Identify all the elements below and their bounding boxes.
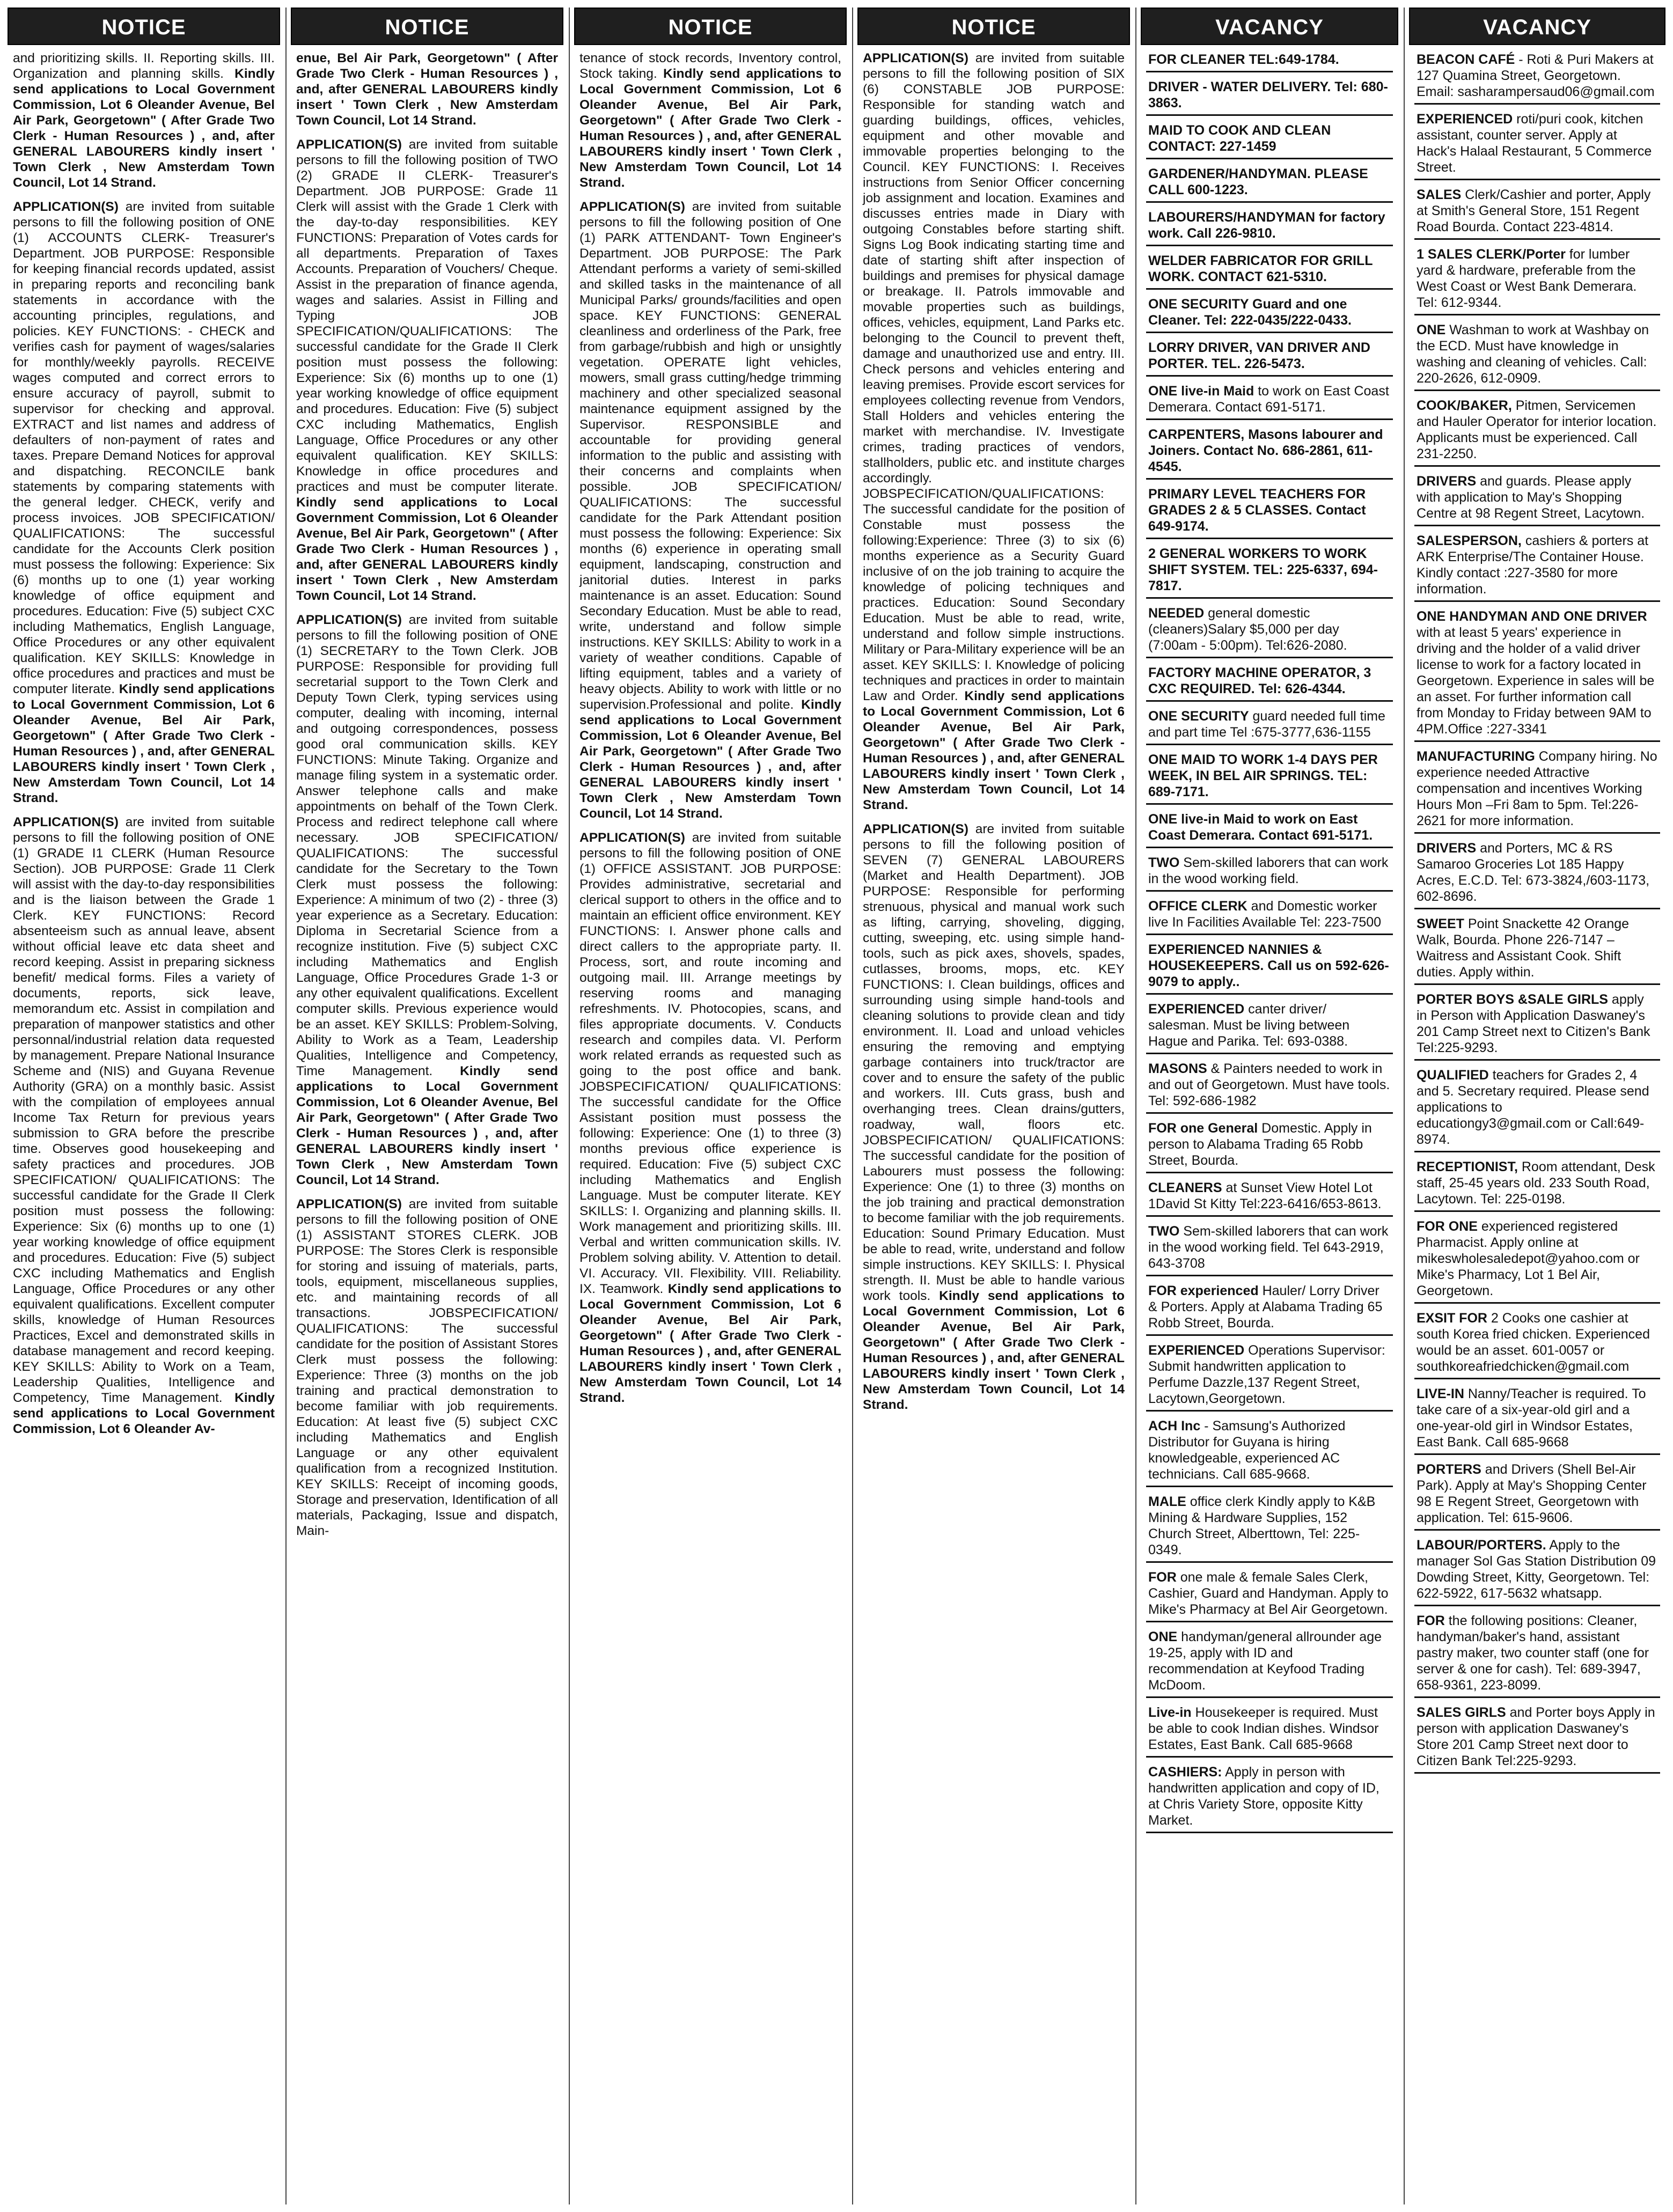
ad-lead: ONE bbox=[1148, 1629, 1178, 1644]
vacancy-ad bbox=[1146, 751, 1393, 805]
ad-lead: RECEPTIONIST, bbox=[1417, 1159, 1518, 1174]
ad-lead: FACTORY MACHINE OPERATOR, 3 CXC REQUIRED. Tel: 626-4344. bbox=[1148, 665, 1371, 696]
ad-lead: NEEDED bbox=[1148, 606, 1205, 621]
vacancy-ad bbox=[1146, 940, 1393, 995]
vacancy-ad bbox=[1414, 1385, 1660, 1455]
vacancy-ad bbox=[1414, 472, 1660, 526]
ad-lead: CASHIERS: bbox=[1148, 1765, 1222, 1780]
ad-lead: EXPERIENCED bbox=[1148, 1343, 1245, 1358]
ad-lead: PORTER BOYS &SALE GIRLS bbox=[1417, 992, 1608, 1007]
vacancy-ad bbox=[1146, 1763, 1393, 1833]
column-body bbox=[291, 45, 563, 1539]
column-body bbox=[857, 45, 1130, 1413]
vacancy-ad bbox=[1146, 1568, 1393, 1622]
ad-lead: MANUFACTURING bbox=[1417, 749, 1535, 764]
ad-lead: LIVE-IN bbox=[1417, 1386, 1464, 1401]
column-header: NOTICE bbox=[291, 8, 563, 45]
vacancy-ad bbox=[1146, 1119, 1393, 1173]
vacancy-ad bbox=[1414, 1217, 1660, 1304]
vacancy-ad bbox=[1414, 532, 1660, 602]
application-instructions: Kindly send applications to Local Government Commission, Lot 6 Oleander Avenue, Bel Air Park, Georgetown" ( After Grade Two Clerk - Human Resources ) , and, after GENERAL LABOURERS kindly insert ' Town Clerk , New Amsterdam Town Council, Lot 14 Strand. bbox=[579, 1282, 841, 1405]
ad-text: cashiers & porters at ARK Enterprise/The Container House. Kindly contact :227-3580 for more information. bbox=[1417, 533, 1649, 597]
ad-text: for lumber yard & hardware, preferable from the West Coast or West Bank Demerara. Tel: 612-9344. bbox=[1417, 247, 1637, 310]
vacancy-ad bbox=[1414, 321, 1660, 391]
ad-text: are invited from suitable persons to fill the following position of TWO (2) GRADE II CLERK- Treasurer's Department. JOB PURPOSE: Grade 11 Clerk will assist with the Grade 1 Clerk with the day-to-day responsibilities. KEY FUNCTIONS: Preparation of Votes cards for all departments. Preparation of Taxes Accounts. Preparation of Vouchers/ Cheque. Assist in the preparation of finance agenda, wages and salaries. Assist in Filling and Typing JOB SPECIFICATION/QUALIFICATIONS: The successful candidate for the Grade II Clerk position must possess the following: Experience: Six (6) months up to one (1) year working knowledge of office equipment and procedures. Education: Five (5) subject CXC including Mathematics, English Language, Office Procedures or any other equivalent qualification. KEY SKILLS: Knowledge in office procedures and practices and must be computer literate. bbox=[296, 137, 558, 494]
vacancy-ad bbox=[1146, 1417, 1393, 1487]
ad-text: handyman/general allrounder age 19-25, apply with ID and recommendation at Keyfood Trading McDoom. bbox=[1148, 1629, 1382, 1693]
ad-lead: ACH Inc bbox=[1148, 1419, 1201, 1434]
vacancy-ad bbox=[1146, 897, 1393, 935]
vacancy-ad bbox=[1146, 485, 1393, 539]
ad-lead: GARDENER/HANDYMAN. PLEASE CALL 600-1223. bbox=[1148, 166, 1368, 197]
ad-lead: APPLICATION(S) bbox=[863, 51, 968, 65]
notice-column-2 bbox=[291, 8, 563, 2204]
ad-text: are invited from suitable persons to fill the following position of ONE (1) ACCOUNTS CLERK- Treasurer's Department. JOB PURPOSE: Responsible for keeping financial records updated, assist in preparing reports and reconciling bank statements in accordance with the accounting principles, regulations, and policies. KEY FUNCTIONS: - CHECK and verifies cash for payment of wages/salaries for monthly/weekly payrolls. RECEIVE wages computed and correct errors to ensure accuracy of payroll, submit to supervisor for checking and approval. EXTRACT and list names and address of defaulters of non-payment of rates and taxes. Prepare Demand Notices for approval and dispatching. RECONCILE bank statements by comparing statements with the general ledger. CHECK, verify and process invoices. JOB SPECIFICATION/ QUALIFICATIONS: The successful candidate for the Accounts Clerk position must possess the following: Experience: Six (6) months up to one (1) year working knowledge of office equipment and procedures. Education: Five (5) subject CXC including Mathematics, English Language, Office Procedures or any other equivalent qualification. KEY SKILLS: Knowledge in office procedures and practices and must be computer literate. bbox=[13, 200, 275, 696]
ad-text: to work on East Coast Demerara. Contact 691-5171. bbox=[1148, 384, 1389, 415]
ad-text: office clerk Kindly apply to K&B Mining & Hardware Supplies, 152 Church Street, Alberttown, Tel: 225-0349. bbox=[1148, 1494, 1376, 1557]
application-instructions: Kindly send applications to Local Government Commission, Lot 6 Oleander Avenue, Bel Air Park, Georgetown" ( After Grade Two Clerk - Human Resources ) , and, after GENERAL LABOURERS kindly insert ' Town Clerk , New Amsterdam Town Council, Lot 14 Strand. bbox=[13, 67, 275, 190]
vacancy-ad bbox=[1146, 78, 1393, 116]
ad-lead: APPLICATION(S) bbox=[579, 200, 685, 214]
vacancy-ad bbox=[1146, 252, 1393, 290]
ad-text: Company hiring. No experience needed Attractive compensation and incentives Working Hours Mon –Fri 8am to 5pm. Tel:226-2621 for more information. bbox=[1417, 749, 1657, 828]
ad-text: roti/puri cook, kitchen assistant, counter server. Apply at Hack's Halaal Restaurant, 5 Commerce Street. bbox=[1417, 112, 1652, 175]
vacancy-ad bbox=[1414, 1460, 1660, 1531]
notice-entry bbox=[579, 50, 841, 190]
notice-entry bbox=[13, 814, 275, 1437]
ad-text: are invited from suitable persons to fill the following position of One (1) PARK ATTENDANT- Town Engineer's Department. JOB PURPOSE: The Park Attendant performs a variety of semi-skilled and skilled tasks in the maintenance of all Municipal Parks/ grounds/facilities and open space. KEY FUNCTIONS: GENERAL cleanliness and orderliness of the Park, free from garbage/rubbish and high or unsightly vegetation. OPERATE light vehicles, mowers, small grass cutting/hedge trimming machinery and other specialized seasonal maintenance equipment assigned by the Supervisor. RESPONSIBLE and accountable for providing general information to the public and assisting with their concerns and complaints when possible. JOB SPECIFICATION/ QUALIFICATIONS: The successful candidate for the Park Attendant position must possess the following: Experience: Six months (6) experience in operating small equipment, landscaping, construction and janitorial duties. Interest in parks maintenance is an asset. Education: Sound Secondary Education. Must be able to read, write, understand and follow simple instructions. KEY SKILLS: Ability to work in a variety of weather conditions. Capable of lifting equipment, tables and a variety of heavy objects. Ability to work with little or no supervision.Professional and polite. bbox=[579, 200, 841, 712]
ad-lead: ONE HANDYMAN AND ONE DRIVER bbox=[1417, 609, 1647, 624]
ad-text: - Roti & Puri Makers at 127 Quamina Street, Georgetown. Email: sasharampersaud06@gmail.com bbox=[1417, 52, 1655, 99]
vacancy-ad bbox=[1146, 208, 1393, 246]
vacancy-ad bbox=[1146, 50, 1393, 72]
ad-lead: SALESPERSON, bbox=[1417, 533, 1522, 548]
vacancy-ad bbox=[1146, 707, 1393, 745]
ad-text: are invited from suitable persons to fill the following position of SEVEN (7) GENERAL LABOURERS (Market and Health Department). JOB PURPOSE: Responsible for performing strenuous, physical and manual work such as lifting, carrying, shoveling, digging, cutting, sweeping, etc. using simple hand-tools, such as pick axes, shovels, spades, cutlasses, brooms, mops, etc. KEY FUNCTIONS: I. Clean buildings, offices and surrounding using simple hand-tools and cleaning solutions to provide clean and tidy environment. II. Load and unload vehicles ensuring the removing and emptying garbage containers into truck/tractor are cover and to ensure the safety of the public and workers. III. Cuts grass, bush and overhanging trees. Clean drains/gutters, roadway, wall, floors etc. JOBSPECIFICATION/ QUALIFICATIONS: The successful candidate for the position of Labourers must possess the following: Experience: One (1) to three (3) months on the job training and practical demonstration to become familiar with the job requirements. Education: Sound Primary Education. Must be able to read, write, understand and follow simple instructions. KEY SKILLS: I. Physical strength. II. Must be able to handle various work tools. bbox=[863, 822, 1125, 1303]
ad-lead: ONE live-in Maid to work on East Coast Demerara. Contact 691-5171. bbox=[1148, 812, 1373, 843]
ad-text: Housekeeper is required. Must be able to cook Indian dishes. Windsor Estates, East Bank. Call 685-9668 bbox=[1148, 1705, 1379, 1752]
ad-lead: APPLICATION(S) bbox=[296, 137, 402, 152]
ad-text: apply in Person with Application Daswaney's 201 Camp Street next to Citizen's Bank Tel:225-9293. bbox=[1417, 992, 1650, 1055]
ad-lead: ONE SECURITY Guard and one Cleaner. Tel: 222-0435/222-0433. bbox=[1148, 297, 1352, 328]
application-instructions: Kindly send applications to Local Government Commission, Lot 6 Oleander Avenue, Bel Air Park, Georgetown" ( After Grade Two Clerk - Human Resources ) , and, after GENERAL LABOURERS kindly insert ' Town Clerk , New Amsterdam Town Council, Lot 14 Strand. bbox=[296, 495, 558, 603]
ad-lead: DRIVER - WATER DELIVERY. Tel: 680-3863. bbox=[1148, 79, 1388, 111]
ad-lead: ONE MAID TO WORK 1-4 DAYS PER WEEK, IN BEL AIR SPRINGS. TEL: 689-7171. bbox=[1148, 752, 1378, 799]
vacancy-ad bbox=[1414, 396, 1660, 467]
vacancy-ad bbox=[1146, 545, 1393, 599]
ad-lead: CARPENTERS, Masons labourer and Joiners. Contact No. 686-2861, 611-4545. bbox=[1148, 427, 1383, 474]
ad-text: the following positions: Cleaner, handyman/baker's hand, assistant pastry maker, two counter staff (one for server & one for cash). Tel: 689-3947, 658-9361, 223-8099. bbox=[1417, 1613, 1649, 1693]
ad-text: - Samsung's Authorized Distributor for Guyana is hiring knowledgeable, experienced AC technicians. Call 685-9668. bbox=[1148, 1419, 1346, 1482]
vacancy-ad bbox=[1414, 186, 1660, 240]
notice-entry bbox=[13, 50, 275, 190]
ad-lead: OFFICE CLERK bbox=[1148, 899, 1248, 914]
notice-column-4 bbox=[857, 8, 1130, 2204]
ad-lead: PRIMARY LEVEL TEACHERS FOR GRADES 2 & 5 CLASSES. Contact 649-9174. bbox=[1148, 487, 1366, 534]
vacancy-ad bbox=[1146, 1000, 1393, 1054]
ad-lead: DRIVERS bbox=[1417, 841, 1477, 856]
column-body bbox=[574, 45, 847, 1406]
ad-text: experienced registered Pharmacist. Apply online at mikeswholesaledepot@yahoo.com or Mike's Pharmacy, Lot 1 Bel Air, Georgetown. bbox=[1417, 1219, 1640, 1298]
ad-lead: TWO bbox=[1148, 1224, 1180, 1239]
ad-text: are invited from suitable persons to fill the following position of ONE (1) OFFICE ASSISTANT. JOB PURPOSE: Provides administrative, secretarial and clerical support to others in the office and to maintain an efficient office environment. KEY FUNCTIONS: I. Answer phone calls and direct callers to the appropriate party. II. Process, sort, and route incoming and outgoing mail. III. Arrange meetings by reserving rooms and managing refreshments. IV. Photocopies, scans, and files appropriate documents. V. Conducts research and compiles data. VI. Perform work related errands as requested such as going to the post office and bank. JOBSPECIFICATION/ QUALIFICATIONS: The successful candidate for the Office Assistant position must possess the following: Experience: One (1) to three (3) months previous office experience is required. Education: Five (5) subject CXC including Mathematics and English Language. Must be computer literate. KEY SKILLS: I. Organizing and planning skills. II. Work management and prioritizing skills. III. Verbal and written communication skills. IV. Problem solving ability. V. Attention to detail. VI. Accuracy. VII. Flexibility. VIII. Reliability. IX. Teamwork. bbox=[579, 831, 841, 1296]
ad-text: Domestic. Apply in person to Alabama Trading 65 Robb Street, Bourda. bbox=[1148, 1121, 1372, 1168]
ad-lead: QUALIFIED bbox=[1417, 1068, 1489, 1083]
application-instructions: Kindly send applications to Local Government Commission, Lot 6 Oleander Av- bbox=[13, 1391, 275, 1436]
column-body bbox=[1409, 45, 1665, 1774]
ad-lead: CLEANERS bbox=[1148, 1180, 1222, 1195]
ad-lead: APPLICATION(S) bbox=[863, 822, 968, 836]
ad-text: at Sunset View Hotel Lot 1David St Kitty Tel:223-6416/653-8613. bbox=[1148, 1180, 1382, 1211]
ad-text: tenance of stock records, Inventory control, Stock taking. bbox=[579, 51, 841, 81]
ad-lead: ONE SECURITY bbox=[1148, 709, 1249, 724]
column-header: VACANCY bbox=[1409, 8, 1665, 45]
ad-lead: LABOUR/PORTERS. bbox=[1417, 1538, 1546, 1553]
notice-entry bbox=[296, 137, 558, 604]
vacancy-ad bbox=[1414, 245, 1660, 315]
vacancy-column-2 bbox=[1409, 8, 1665, 2204]
vacancy-ad bbox=[1414, 1066, 1660, 1152]
notice-column-1 bbox=[8, 8, 280, 2204]
vacancy-ad bbox=[1146, 1222, 1393, 1276]
ad-lead: DRIVERS bbox=[1417, 474, 1477, 489]
ad-lead: FOR bbox=[1417, 1613, 1445, 1628]
column-header: NOTICE bbox=[857, 8, 1130, 45]
ad-lead: APPLICATION(S) bbox=[296, 1197, 402, 1211]
ad-text: Sem-skilled laborers that can work in the wood working field. Tel 643-2919, 643-3708 bbox=[1148, 1224, 1389, 1271]
vacancy-ad bbox=[1414, 1703, 1660, 1774]
vacancy-ad bbox=[1146, 1703, 1393, 1758]
column-header: NOTICE bbox=[8, 8, 280, 45]
ad-text: teachers for Grades 2, 4 and 5. Secretary required. Please send applications to educationgy3@gmail.com or Call:649-8974. bbox=[1417, 1068, 1649, 1147]
ad-lead: 2 GENERAL WORKERS TO WORK SHIFT SYSTEM. TEL: 225-6337, 694-7817. bbox=[1148, 546, 1378, 593]
vacancy-ad bbox=[1146, 121, 1393, 159]
vacancy-ad bbox=[1146, 425, 1393, 480]
ad-lead: FOR ONE bbox=[1417, 1219, 1478, 1234]
ad-text: and guards. Please apply with application to May's Shopping Centre at 98 Regent Street, Lacytown. bbox=[1417, 474, 1645, 521]
ad-lead: MASONS bbox=[1148, 1061, 1207, 1076]
vacancy-ad bbox=[1146, 1628, 1393, 1698]
vacancy-ad bbox=[1414, 839, 1660, 909]
ad-lead: LABOURERS/HANDYMAN for factory work. Call 226-9810. bbox=[1148, 210, 1385, 241]
ad-text: with at least 5 years' experience in driving and the holder of a valid driver license to work for a factory located in Georgetown. Experience in sales will be an asset. For further information call from Monday to Friday between 9AM to 4PM.Office :227-3341 bbox=[1417, 625, 1655, 737]
ad-text: Washman to work at Washbay on the ECD. Must have knowledge in washing and cleaning of vehicles. Call: 220-2626, 612-0909. bbox=[1417, 322, 1649, 386]
ad-text: and Porters, MC & RS Samaroo Groceries Lot 185 Happy Acres, E.C.D. Tel: 673-3824,/603-1173, 602-8696. bbox=[1417, 841, 1650, 904]
vacancy-ad bbox=[1414, 1158, 1660, 1212]
vacancy-ad bbox=[1146, 1493, 1393, 1563]
ad-lead: PORTERS bbox=[1417, 1462, 1481, 1477]
vacancy-ad bbox=[1414, 1536, 1660, 1606]
notice-entry bbox=[296, 1196, 558, 1539]
ad-lead: ONE live-in Maid bbox=[1148, 384, 1254, 399]
column-body bbox=[8, 45, 280, 1437]
ad-lead: SWEET bbox=[1417, 916, 1464, 931]
ad-lead: APPLICATION(S) bbox=[579, 831, 685, 845]
vacancy-ad bbox=[1146, 165, 1393, 203]
ad-text: Apply to the manager Sol Gas Station Distribution 09 Dowding Street, Kitty, Georgetown. Tel: 622-5922, 617-5632 whatsapp. bbox=[1417, 1538, 1656, 1601]
ad-text: are invited from suitable persons to fill the following position of SIX (6) CONSTABLE JOB PURPOSE: Responsible for standing watch and guarding buildings, offices, vehicles, equipment and other movable and immovable properties belonging to the Council. KEY FUNCTIONS: I. Receives instructions from Senior Officer concerning job assignment and location. Examines and discusses entries made in Diary with outgoing Constables before starting shift. Signs Log Book indicating starting time and date of starting shift after inspection of buildings and premises for physical damage or breakage. II. Patrols immovable and movable properties such as buildings, offices, vehicles, equipment, Land Parks etc. belonging to the Council to prevent theft, damage and unauthorized use and entry. III. Check persons and vehicles entering and leaving premises. Provide escort services for employees collecting revenue from Vendors, Stall Holders and vehicles entering the market with merchandise. IV. Investigate crimes, trading practices of vendors, stallholders, public etc. and institute charges accordingly. JOBSPECIFICATION/QUALIFICATIONS: The successful candidate for the position of Constable must possess the following:Experience: Three (3) to six (6) months experience as a Security Guard inclusive of on the job training to acquire the knowledge of policing techniques and practices. Education: Sound Secondary Education. Must be able to read, write, understand and follow simple instructions. Military or Para-Military experience will be an asset. KEY SKILLS: I. Knowledge of policing techniques and practices in order to maintain Law and Order. bbox=[863, 51, 1125, 703]
ad-text: and Porter boys Apply in person with application Daswaney's Store 201 Camp Street next door to Citizen Bank Tel:225-9293. bbox=[1417, 1705, 1655, 1768]
ad-text: and prioritizing skills. II. Reporting skills. III. Organization and planning skills. bbox=[13, 51, 275, 81]
ad-lead: EXPERIENCED bbox=[1148, 1002, 1245, 1017]
ad-text: and Drivers (Shell Bel-Air Park). Apply at May's Shopping Center 98 E Regent Street, Georgetown with application. Tel: 615-9606. bbox=[1417, 1462, 1647, 1525]
vacancy-ad bbox=[1414, 1309, 1660, 1379]
vacancy-ad bbox=[1146, 810, 1393, 848]
ad-text: are invited from suitable persons to fill the following position of ONE (1) GRADE I1 CLERK (Human Resource Section). JOB PURPOSE: Grade 11 Clerk will assist with the day-to-day responsibilities and is the liaison between the Grade 1 Clerk. KEY FUNCTIONS: Record absenteeism such as annual leave, absent without official leave etc data sheet and record keeping. Assist in preparing sickness benefit/ medical forms. Files a variety of documents, reports, sick leave, memorandum etc. Assist in compilation and preparation of manpower statistics and other personnal/industrial relation data requested by management. Prepare National Insurance Scheme and (NIS) and Guyana Revenue Authority (GRA) on a monthly basic. Assist with the compilation of employees annual Income Tax Return for previous years submission to GRA before the prescribe time. Observes good housekeeping and safety practices and procedures. JOB SPECIFICATION/ QUALIFICATIONS: The successful candidate for the Grade II Clerk position must possess the following: Experience: Six (6) months up to one (1) year working knowledge of office equipment and procedures. Education: Five (5) subject CXC including Mathematics and English Language, Office Procedures or any other equivalent qualifications. Excellent computer skills, knowledge of Human Resources Practices, Excel and demonstrated skills in database management and record keeping. KEY SKILLS: Ability to Work on a Team, Leadership Qualities, Intelligence and Competency, Time Management. bbox=[13, 815, 275, 1405]
ad-text: canter driver/ salesman. Must be living between Hague and Parika. Tel: 693-0388. bbox=[1148, 1002, 1350, 1049]
ad-lead: SALES bbox=[1417, 187, 1462, 202]
column-header: NOTICE bbox=[574, 8, 847, 45]
ad-lead: EXSIT FOR bbox=[1417, 1311, 1487, 1326]
ad-lead: EXPERIENCED NANNIES & HOUSEKEEPERS. Call us on 592-626-9079 to apply.. bbox=[1148, 942, 1389, 989]
column-body bbox=[1141, 45, 1398, 1833]
notice-entry bbox=[863, 50, 1125, 813]
vacancy-ad bbox=[1414, 747, 1660, 834]
application-instructions: Kindly send applications to Local Government Commission, Lot 6 Oleander Avenue, Bel Air Park, Georgetown" ( After Grade Two Clerk - Human Resources ) , and, after GENERAL LABOURERS kindly insert ' Town Clerk , New Amsterdam Town Council, Lot 14 Strand. bbox=[863, 1289, 1125, 1412]
vacancy-ad bbox=[1146, 854, 1393, 892]
ad-lead: APPLICATION(S) bbox=[13, 815, 119, 829]
ad-text: Pitmen, Servicemen and Hauler Operator for interior location. Applicants must be experienced. Call 231-2250. bbox=[1417, 398, 1657, 461]
notice-entry bbox=[579, 830, 841, 1406]
notice-entry bbox=[296, 50, 558, 128]
ad-lead: SALES GIRLS bbox=[1417, 1705, 1506, 1720]
ad-lead: COOK/BAKER, bbox=[1417, 398, 1512, 413]
ad-lead: APPLICATION(S) bbox=[296, 613, 402, 627]
ad-text: Apply in person with handwritten application and copy of ID, at Chris Variety Store, opposite Kitty Market. bbox=[1148, 1765, 1380, 1828]
ad-text: general domestic (cleaners)Salary $5,000 per day (7:00am - 5:00pm). Tel:626-2080. bbox=[1148, 606, 1347, 653]
vacancy-ad bbox=[1146, 382, 1393, 420]
ad-lead: LORRY DRIVER, VAN DRIVER AND PORTER. TEL. 226-5473. bbox=[1148, 340, 1370, 371]
ad-text: Sem-skilled laborers that can work in the wood working field. bbox=[1148, 855, 1389, 886]
ad-text: 2 Cooks one cashier at south Korea fried chicken. Experienced would be an asset. 601-0057 or southkoreafriedchicken@gmail.com bbox=[1417, 1311, 1650, 1374]
application-instructions: Kindly send applications to Local Government Commission, Lot 6 Oleander Avenue, Bel Air Park, Georgetown" ( After Grade Two Clerk - Human Resources ) , and, after GENERAL LABOURERS kindly insert ' Town Clerk , New Amsterdam Town Council, Lot 14 Strand. bbox=[579, 67, 842, 190]
ad-lead: APPLICATION(S) bbox=[13, 200, 119, 214]
notice-entry bbox=[296, 612, 558, 1188]
notice-column-3 bbox=[574, 8, 847, 2204]
ad-lead: FOR bbox=[1148, 1570, 1177, 1585]
ad-text: Clerk/Cashier and porter, Apply at Smith's General Store, 151 Regent Road Bourda. Contact 223-4814. bbox=[1417, 187, 1651, 234]
application-instructions: enue, Bel Air Park, Georgetown" ( After Grade Two Clerk - Human Resources ) , and, after GENERAL LABOURERS kindly insert ' Town Clerk , New Amsterdam Town Council, Lot 14 Strand. bbox=[296, 51, 558, 128]
classified-page bbox=[8, 8, 1665, 2204]
notice-entry bbox=[13, 199, 275, 806]
ad-lead: MAID TO COOK AND CLEAN CONTACT: 227-1459 bbox=[1148, 123, 1331, 154]
vacancy-ad bbox=[1414, 110, 1660, 180]
vacancy-ad bbox=[1146, 604, 1393, 658]
ad-text: and Domestic worker live In Facilities Available Tel: 223-7500 bbox=[1148, 899, 1382, 930]
application-instructions: Kindly send applications to Local Government Commission, Lot 6 Oleander Avenue, Bel Air Park, Georgetown" ( After Grade Two Clerk - Human Resources ) , and, after GENERAL LABOURERS kindly insert ' Town Clerk , New Amsterdam Town Council, Lot 14 Strand. bbox=[13, 682, 275, 805]
application-instructions: Kindly send applications to Local Government Commission, Lot 6 Oleander Avenue, Bel Air Park, Georgetown" ( After Grade Two Clerk - Human Resources ) , and, after GENERAL LABOURERS kindly insert ' Town Clerk , New Amsterdam Town Council, Lot 14 Strand. bbox=[296, 1064, 559, 1187]
vacancy-ad bbox=[1414, 1612, 1660, 1698]
notice-entry bbox=[579, 199, 841, 821]
ad-text: Point Snackette 42 Orange Walk, Bourda. Phone 226-7147 – Waitress and Assistant Cook. Shift duties. Apply within. bbox=[1417, 916, 1630, 980]
vacancy-ad bbox=[1414, 50, 1660, 105]
ad-text: Hauler/ Lorry Driver & Porters. Apply at Alabama Trading 65 Robb Street, Bourda. bbox=[1148, 1283, 1383, 1331]
vacancy-ad bbox=[1146, 1060, 1393, 1114]
ad-lead: MALE bbox=[1148, 1494, 1186, 1509]
ad-lead: FOR one General bbox=[1148, 1121, 1258, 1136]
ad-lead: EXPERIENCED bbox=[1417, 112, 1513, 127]
ad-text: & Painters needed to work in and out of Georgetown. Must have tools. Tel: 592-686-1982 bbox=[1148, 1061, 1390, 1108]
application-instructions: Kindly send applications to Local Government Commission, Lot 6 Oleander Avenue, Bel Air Park, Georgetown" ( After Grade Two Clerk - Human Resources ) , and, after GENERAL LABOURERS kindly insert ' Town Clerk , New Amsterdam Town Council, Lot 14 Strand. bbox=[863, 689, 1125, 812]
application-instructions: Kindly send applications to Local Government Commission, Lot 6 Oleander Avenue, Bel Air Park, Georgetown" ( After Grade Two Clerk - Human Resources ) , and, after GENERAL LABOURERS kindly insert ' Town Clerk , New Amsterdam Town Council, Lot 14 Strand. bbox=[579, 697, 842, 821]
vacancy-ad bbox=[1146, 1179, 1393, 1217]
ad-lead: ONE bbox=[1417, 322, 1446, 337]
ad-text: guard needed full time and part time Tel :675-3777,636-1155 bbox=[1148, 709, 1385, 740]
ad-lead: FOR experienced bbox=[1148, 1283, 1259, 1298]
vacancy-ad bbox=[1414, 915, 1660, 985]
ad-text: are invited from suitable persons to fill the following position of ONE (1) SECRETARY to the Town Clerk. JOB PURPOSE: Responsible for providing full secretarial support to the Town Clerk and Deputy Town Clerk, typing services using computer, dealing with incoming, internal and outgoing correspondences, possess good oral communication skills. KEY FUNCTIONS: Minute Taking. Organize and manage filing system in a systematic order. Answer telephone calls and make appointments on behalf of the Town Clerk. Process and redirect telephone call where necessary. JOB SPECIFICATION/ QUALIFICATIONS: The successful candidate for the Secretary to the Town Clerk must possess the following: Experience: A minimum of two (2) - three (3) year experience as a Secretary. Education: Diploma in Secretarial Science from a recognize institution. Five (5) subject CXC including Mathematics and English Language, Office Procedures Grade 1-3 or any other equivalent qualifications. Excellent computer skills. Previous experience would be an asset. KEY SKILLS: Problem-Solving, Ability to Work as a Team, Leadership Qualities, Intelligence and Competency, Time Management. bbox=[296, 613, 558, 1078]
vacancy-ad bbox=[1146, 1282, 1393, 1336]
ad-text: are invited from suitable persons to fill the following position of ONE (1) ASSISTANT STORES CLERK. JOB PURPOSE: The Stores Clerk is responsible for storing and issuing of materials, parts, tools, equipment, miscellaneous supplies, etc. and maintaining records of all transactions. JOBSPECIFICATION/ QUALIFICATIONS: The successful candidate for the position of Assistant Stores Clerk must possess the following: Experience: Three (3) months on the job training and practical demonstration to become familiar with job requirements. Education: At least five (5) subject CXC including Mathematics and English Language or any other equivalent qualification from a recognized Institution. KEY SKILLS: Receipt of incoming goods, Storage and preservation, Identification of all materials, Packaging, Issue and dispatch, Main- bbox=[296, 1197, 558, 1538]
vacancy-ad bbox=[1146, 664, 1393, 702]
ad-text: Operations Supervisor: Submit handwritten application to Perfume Dazzle,137 Regent Street, Lacytown,Georgetown. bbox=[1148, 1343, 1385, 1406]
vacancy-ad bbox=[1414, 607, 1660, 742]
vacancy-ad bbox=[1146, 1341, 1393, 1412]
notice-entry bbox=[863, 821, 1125, 1413]
vacancy-column-1 bbox=[1141, 8, 1398, 2204]
ad-lead: WELDER FABRICATOR FOR GRILL WORK. CONTACT 621-5310. bbox=[1148, 253, 1373, 284]
ad-lead: 1 SALES CLERK/Porter bbox=[1417, 247, 1566, 262]
vacancy-ad bbox=[1146, 295, 1393, 333]
ad-lead: TWO bbox=[1148, 855, 1180, 870]
column-header: VACANCY bbox=[1141, 8, 1398, 45]
ad-lead: BEACON CAFÉ bbox=[1417, 52, 1515, 67]
ad-lead: FOR CLEANER TEL:649-1784. bbox=[1148, 52, 1339, 67]
vacancy-ad bbox=[1414, 990, 1660, 1061]
ad-lead: Live-in bbox=[1148, 1705, 1192, 1720]
ad-text: Nanny/Teacher is required. To take care of a six-year-old girl and a one-year-old girl in Windsor Estates, East Bank. Call 685-9668 bbox=[1417, 1386, 1646, 1450]
ad-text: Room attendant, Desk staff, 25-45 years old. 233 South Road, Lacytown. Tel: 225-0198. bbox=[1417, 1159, 1655, 1207]
vacancy-ad bbox=[1146, 339, 1393, 377]
ad-text: one male & female Sales Clerk, Cashier, Guard and Handyman. Apply to Mike's Pharmacy at Bel Air Georgetown. bbox=[1148, 1570, 1389, 1617]
